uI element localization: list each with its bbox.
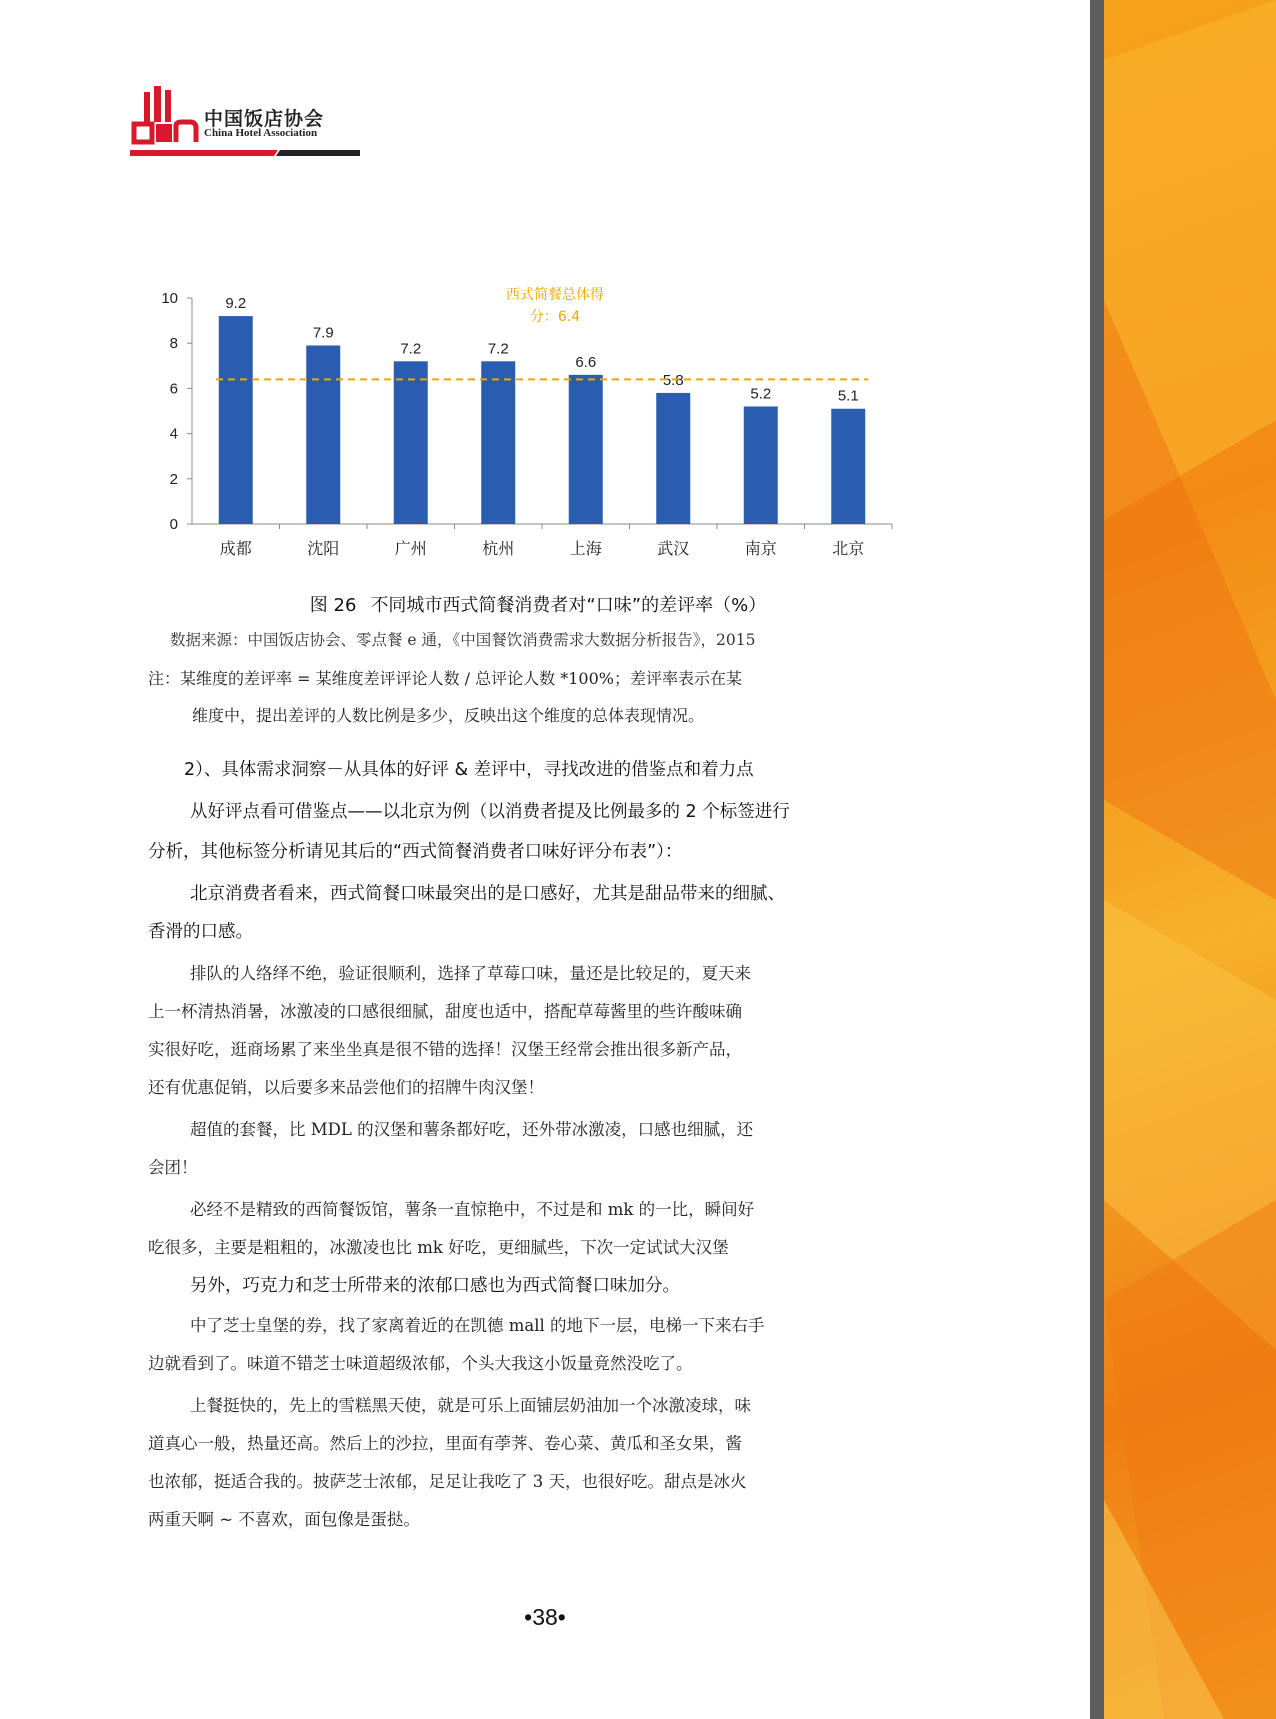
decorative-gray-strip [1090, 0, 1104, 1719]
review-line: 超值的套餐，比 MDL 的汉堡和薯条都好吃，还外带冰激凌，口感也细腻，还 [190, 1120, 754, 1139]
category-label: 沈阳 [307, 539, 340, 558]
bar-value-label: 9.2 [225, 295, 247, 313]
review-line: 排队的人络绎不绝，验证很顺利，选择了草莓口味，量还是比较足的，夏天来 [190, 964, 751, 983]
review-line: 还有优惠促销，以后要多来品尝他们的招牌牛肉汉堡！ [148, 1078, 544, 1097]
bar-value-label: 6.6 [575, 353, 597, 371]
category-label: 南京 [744, 539, 777, 558]
body-line: 分析，其他标签分析请见其后的“西式简餐消费者口味好评分布表”）： [148, 842, 683, 862]
note-line-2: 维度中，提出差评的人数比例是多少，反映出这个维度的总体表现情况。 [192, 706, 705, 725]
bar [744, 406, 778, 524]
bar [219, 316, 253, 524]
reference-label-line2: 分：6.4 [529, 309, 581, 325]
reference-label-line1: 西式简餐总体得 [506, 287, 604, 303]
bar-value-label: 5.1 [837, 387, 859, 405]
decorative-orange-band [1104, 0, 1276, 1719]
y-tick-label: 0 [169, 516, 178, 533]
review-line: 吃很多，主要是粗粗的，冰激凌也比 mk 好吃，更细腻些，下次一定试试大汉堡 [148, 1238, 729, 1257]
bar [306, 345, 340, 524]
reference-line-label [500, 284, 610, 328]
bar-value-label: 5.8 [662, 371, 684, 389]
body-line: 从好评点看可借鉴点——以北京为例（以消费者提及比例最多的 2 个标签进行 [190, 802, 790, 822]
figure-number: 图 26 [309, 595, 357, 616]
body-line: 香滑的口感。 [148, 922, 253, 942]
category-label: 武汉 [657, 539, 690, 558]
review-line: 道真心一般，热量还高。然后上的沙拉，里面有荸荠、卷心菜、黄瓜和圣女果，酱 [148, 1434, 742, 1453]
data-source: 数据来源：中国饭店协会、零点餐 e 通，《中国餐饮消费需求大数据分析报告》，2015 [170, 631, 756, 649]
bar-value-label: 7.2 [487, 340, 509, 358]
cha-logo [130, 86, 370, 158]
bar [831, 409, 865, 524]
category-label: 上海 [569, 539, 602, 558]
y-tick-label: 6 [169, 380, 178, 398]
body-line: 北京消费者看来，西式简餐口味最突出的是口感好，尤其是甜品带来的细腻、 [190, 884, 785, 904]
note-line-1: 注：某维度的差评率 = 某维度差评评论人数 / 总评论人数 *100%；差评率表示在某 [148, 669, 742, 688]
review-line: 必经不是精致的西简餐饭馆，薯条一直惊艳中，不过是和 mk 的一比，瞬间好 [190, 1200, 755, 1219]
org-name-en: China Hotel Association [204, 127, 318, 139]
bar [569, 375, 603, 524]
review-line: 实很好吃，逛商场累了来坐坐真是很不错的选择！汉堡王经常会推出很多新产品， [148, 1040, 742, 1059]
y-tick-label: 8 [169, 335, 178, 353]
review-line: 两重天啊 ~ 不喜欢，面包像是蛋挞。 [148, 1510, 420, 1529]
bar-value-label: 7.2 [400, 340, 422, 358]
body-line: 另外，巧克力和芝士所带来的浓郁口感也为西式简餐口味加分。 [190, 1276, 680, 1296]
bar [656, 393, 690, 524]
y-tick-label: 10 [161, 290, 178, 307]
review-line: 边就看到了。味道不错芝士味道超级浓郁，个头大我这小饭量竟然没吃了。 [148, 1354, 693, 1373]
category-label: 北京 [832, 539, 865, 558]
figure-title: 不同城市西式简餐消费者对“口味”的差评率（%） [370, 595, 767, 616]
section-heading: 2）、具体需求洞察－从具体的好评 & 差评中，寻找改进的借鉴点和着力点 [184, 760, 754, 780]
bar [394, 361, 428, 524]
review-line: 中了芝士皇堡的券，找了家离着近的在凯德 mall 的地下一层，电梯一下来右手 [190, 1316, 765, 1335]
bar-value-label: 5.2 [750, 385, 772, 403]
page-number: •38• [524, 1604, 566, 1630]
y-tick-label: 2 [169, 470, 178, 488]
header-rule [130, 150, 360, 156]
category-label: 成都 [219, 539, 252, 558]
bar-value-label: 7.9 [312, 324, 334, 342]
category-label: 杭州 [482, 539, 515, 558]
bar [481, 361, 515, 524]
org-name-cn: 中国饭店协会 [204, 108, 325, 130]
review-line: 上一杯清热消暑，冰激凌的口感很细腻，甜度也适中，搭配草莓酱里的些许酸味确 [148, 1002, 742, 1021]
review-line: 也浓郁，挺适合我的。披萨芝士浓郁，足足让我吃了 3 天，也很好吃。甜点是冰火 [148, 1472, 747, 1491]
review-line: 会团！ [148, 1158, 198, 1177]
review-line: 上餐挺快的，先上的雪糕黑天使，就是可乐上面铺层奶油加一个冰激凌球，味 [190, 1396, 751, 1415]
y-tick-label: 4 [169, 425, 178, 443]
category-label: 广州 [394, 539, 427, 558]
figure-caption [0, 591, 1090, 617]
